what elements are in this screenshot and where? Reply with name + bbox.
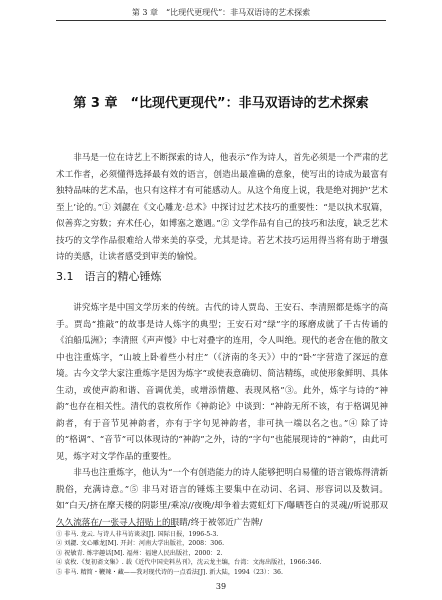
section-body xyxy=(56,300,388,531)
footnote-3: ③ 祝敏青. 炼字趣话[M]. 福州：福建人民出版社，2000：2. xyxy=(56,549,223,557)
footnote-4: ④ 袁枚.《复初斋文集》. 载《近代中国史料丛刊》，沈云龙主编，台湾：文海出版社，1966:346. xyxy=(56,559,322,567)
page-number: 39 xyxy=(215,582,227,591)
paragraph-3: 非马也注重炼字，他认为“一个有创造能力的诗人能够把明白易懂的语言锻炼得清新脱俗，充满诗意。”⑤ 非马对语言的锤炼主要集中在动词、名词、形容词以及数词。如“白天/挤在摩天楼的阴影里/乘凉//夜晚/却争着去霓虹灯下/曝晒苍白的灵魂//听说那双久久流落在/一张寻人招贴上的眼睛/终于被邻近广告牌/ xyxy=(56,468,388,528)
footnote-2: ② 刘勰. 文心雕龙[M]. 开封：河南大学出版社，2008：306. xyxy=(56,540,225,548)
section-title: 3.1 语言的精心锤炼 xyxy=(56,270,162,283)
footnotes xyxy=(56,530,388,577)
footnote-5: ⑤ 非马. 精简・鞭辣・藏——我对现代诗的一点看法[J]. 新大陆，1994（23）：36. xyxy=(56,568,283,576)
paragraph-1: 非马是一位在诗艺上不断探索的诗人，他表示“作为诗人，首先必须是一个严肃的艺术工作者，必须懂得选择最有效的语言，创造出最准确的意象，使写出的诗成为最富有独特品味的艺术品，也只有这样才有可能感动人。从这个角度上说，我是绝对拥护‘艺术至上’论的。”① 刘勰在《文心雕龙·总术》中探讨过艺术技巧的重要性：“是以执术驭篇，似善弈之穷数；弃术任心，如博塞之邀遇。”② 文学作品有自己的技巧和法度，缺乏艺术技巧的文学作品很难给人带来美的享受，尤其是诗。若艺术技巧运用得当将有助于增强诗的美感，让读者感受到审美的愉悦。 xyxy=(56,153,388,262)
paragraph-2: 讲究炼字是中国文学历来的传统。古代的诗人贾岛、王安石、李清照都是炼字的高手。贾岛“推敲”的故事是诗人炼字的典型；王安石对“绿”字的琢磨成就了千古传诵的《泊船瓜洲》；李清照《声声慢》中七对叠字的连用，令人叫绝。现代的老舍在他的散文中也注重炼字，“山坡上卧着些小村庄”（《济南的冬天》）中的“卧”字营造了深远的意境。古今文学大家注重炼字是因为炼字“或使表意确切、简洁精练，或使形象鲜明、具体生动，或使声韵和谐、音调优美，或增添情趣、表现风格”③。此外，炼字与诗的“神韵”也存在相关性。清代的袁枚所作《神韵论》中谈到：“神韵无所不该，有于格调见神韵者，有于音节见神韵者，亦有于字句见神韵者，非可执一端以名之也。”④ 除了诗的“格调”、“音节”可以体现诗的“神韵”之外，诗的“字句”也能展现诗的“神韵”，由此可见，炼字对文学作品的重要性。 xyxy=(56,303,388,462)
footnote-rule xyxy=(56,526,176,527)
paragraph-intro xyxy=(56,150,388,266)
chapter-title: 第 3 章 “比现代更现代”：非马双语诗的艺术探索 xyxy=(73,96,369,111)
footnote-1: ① 非马. 龙云. 与诗人非马访谈录[J]. 国际日报，1996-5-3. xyxy=(56,531,219,538)
running-head: 第 3 章 “比现代更现代”：非马双语诗的艺术探索 xyxy=(56,6,386,21)
